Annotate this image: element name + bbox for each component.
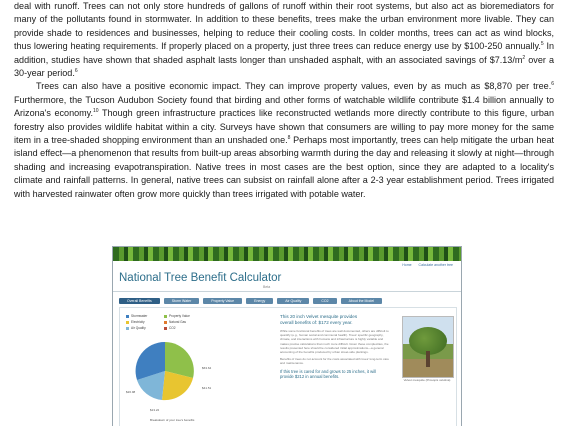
legend-swatch [126,315,129,318]
legend-item [126,320,158,324]
text-run: Perhaps most importantly, trees can help mitigate the urban heat island effect—a phenomenon that results from built-up areas absorbing warmth during the day and releasing it slowly at night—through shading and increasing evapotranspiration. Native trees in most cases are the best option, since they are adapted to a locality's climate and rainfall patterns. In general, native trees can subsist on rainfall alone after a 2-3 year establishment period. Trees irrigated with harvested rainwater often grow more quickly than trees irrigated with potable water. [14,135,554,199]
tree-trunk [426,351,430,367]
text-line: In colder months, trees can act as wind blocks, thus lowering heating requirements. If properly placed on a property, [14,27,555,52]
footnote-ref: 8 [287,135,291,142]
tab-energy[interactable]: Energy [246,298,273,304]
text-line: just three trees can reduce energy use by $100-250 annually. [292,41,541,52]
logo-subtitle: Beta [263,285,271,289]
footnote-ref: 5 [540,41,544,48]
paragraph-economic [14,80,554,201]
summary-line: overall benefits of: $172 every year. [280,319,353,325]
benefit-summary [280,314,390,379]
tab-property-value[interactable]: Property Value [203,298,242,304]
legend-item [126,314,158,318]
text-line: over a 30-year period. [14,54,555,79]
benefits-pie-chart [134,340,196,402]
footnote-ref: 6 [74,68,78,75]
summary-projection: If this tree is cared for and grows to 25 inches, it will provide $212 in annual benefits. [280,368,376,379]
legend-label: Electricity [131,320,145,324]
tab-co2[interactable]: CO2 [313,298,336,304]
text-run: Trees can also have a positive economic impact. They can improve property values, even by as much as $8,870 per tree. [36,81,552,92]
calculator-logo: National Tree Benefit Calculator [119,272,282,284]
pie-value-label: $41.51 [202,386,212,390]
legend-item [126,326,158,330]
superscript-exponent: 2 [522,54,526,61]
legend-item [164,314,196,318]
pie-legend [126,314,196,332]
calculate-another-link[interactable]: Calculate another tree [418,263,453,267]
leaf-banner [113,247,461,261]
footnote-ref: 6 [551,81,554,88]
home-link[interactable]: Home [402,263,412,267]
summary-headline [280,314,390,325]
pie-value-label: $26.98 [126,390,136,394]
text-line: longer than unshaded asphalt, with an associated savings of $7.13/m [240,54,523,65]
benefits-panel [119,307,457,426]
summary-disclaimer: Benefits of trees do not account for the costs associated with trees' long-term care and maintenance. [280,357,389,366]
text-run: Furthermore, the Tucson Audubon Society found that birding and other forms of watchable wildlife contribute $1.4 billion annually to Arizona's economy. [14,94,554,119]
text-line: In addition, studies have shown that shaded asphalt lasts [14,41,554,65]
text-line: environment more livable. They can provide shade to residences and businesses, helping to reduce their cooling costs. [14,14,554,38]
legend-swatch [126,321,129,324]
tab-about-model[interactable]: About the Model [341,298,383,304]
paragraph-runoff [14,0,554,80]
legend-item [164,320,196,324]
legend-swatch [164,321,167,324]
legend-swatch [164,315,167,318]
legend-label: Natural Gas [169,320,187,324]
legend-label: Stormwater [131,314,148,318]
pie-caption: Breakdown of your tree's benefits [150,418,195,422]
footnote-ref: 10 [93,108,99,115]
text-run: Though green infrastructure practices like reconstructed wetlands more directly contribute to this figure, urban forestry also provides wildlife habitat within a city. Surveys have shown that consumers are willing to pay more money for the same item in a tree-shaded shopping environment than an unshaded one. [14,108,554,146]
text-line: bioremediators for many of the pollutants found in stormwater. In addition to these benefits, trees make the urban [14,1,554,25]
calculator-header [113,261,461,292]
summary-line: This 20 inch Velvet mesquite provides [280,314,358,319]
tree-photo [402,316,454,378]
legend-swatch [126,327,129,330]
legend-swatch [164,327,167,330]
embedded-screenshot-tree-calculator [112,246,462,426]
tab-air-quality[interactable]: Air Quality [277,298,309,304]
tab-overall-benefits[interactable]: Overall Benefits [119,298,160,304]
pie-value-label: $63.64 [202,366,212,370]
tab-storm-water[interactable]: Storm Water [164,298,200,304]
summary-body: While some functional benefits of trees are well documented, others are difficult to quantify (e.g., human social and communal health). Trees' specific geography, climate, and interactions with humans and infrastructure is highly variable and makes precise calculations that much more difficult. Given these complexities, the results presented here should be considered initial approximations—a general accounting of the benefits produced by urban street-side plantings. [280,329,389,355]
text-line: deal with runoff. Trees can not only store hundreds of gallons of runoff within their root systems, but also act as [14,1,477,11]
body-text [14,0,554,201]
legend-label: CO2 [169,326,176,330]
calculator-tabs [113,292,461,304]
legend-item [164,326,196,330]
tree-photo-caption: Velvet mesquite (Prosopis velutina) [403,378,451,382]
legend-label: Property Value [169,314,190,318]
top-links [396,263,453,267]
pie-value-label: $13.22 [150,408,160,412]
legend-label: Air Quality [131,326,146,330]
